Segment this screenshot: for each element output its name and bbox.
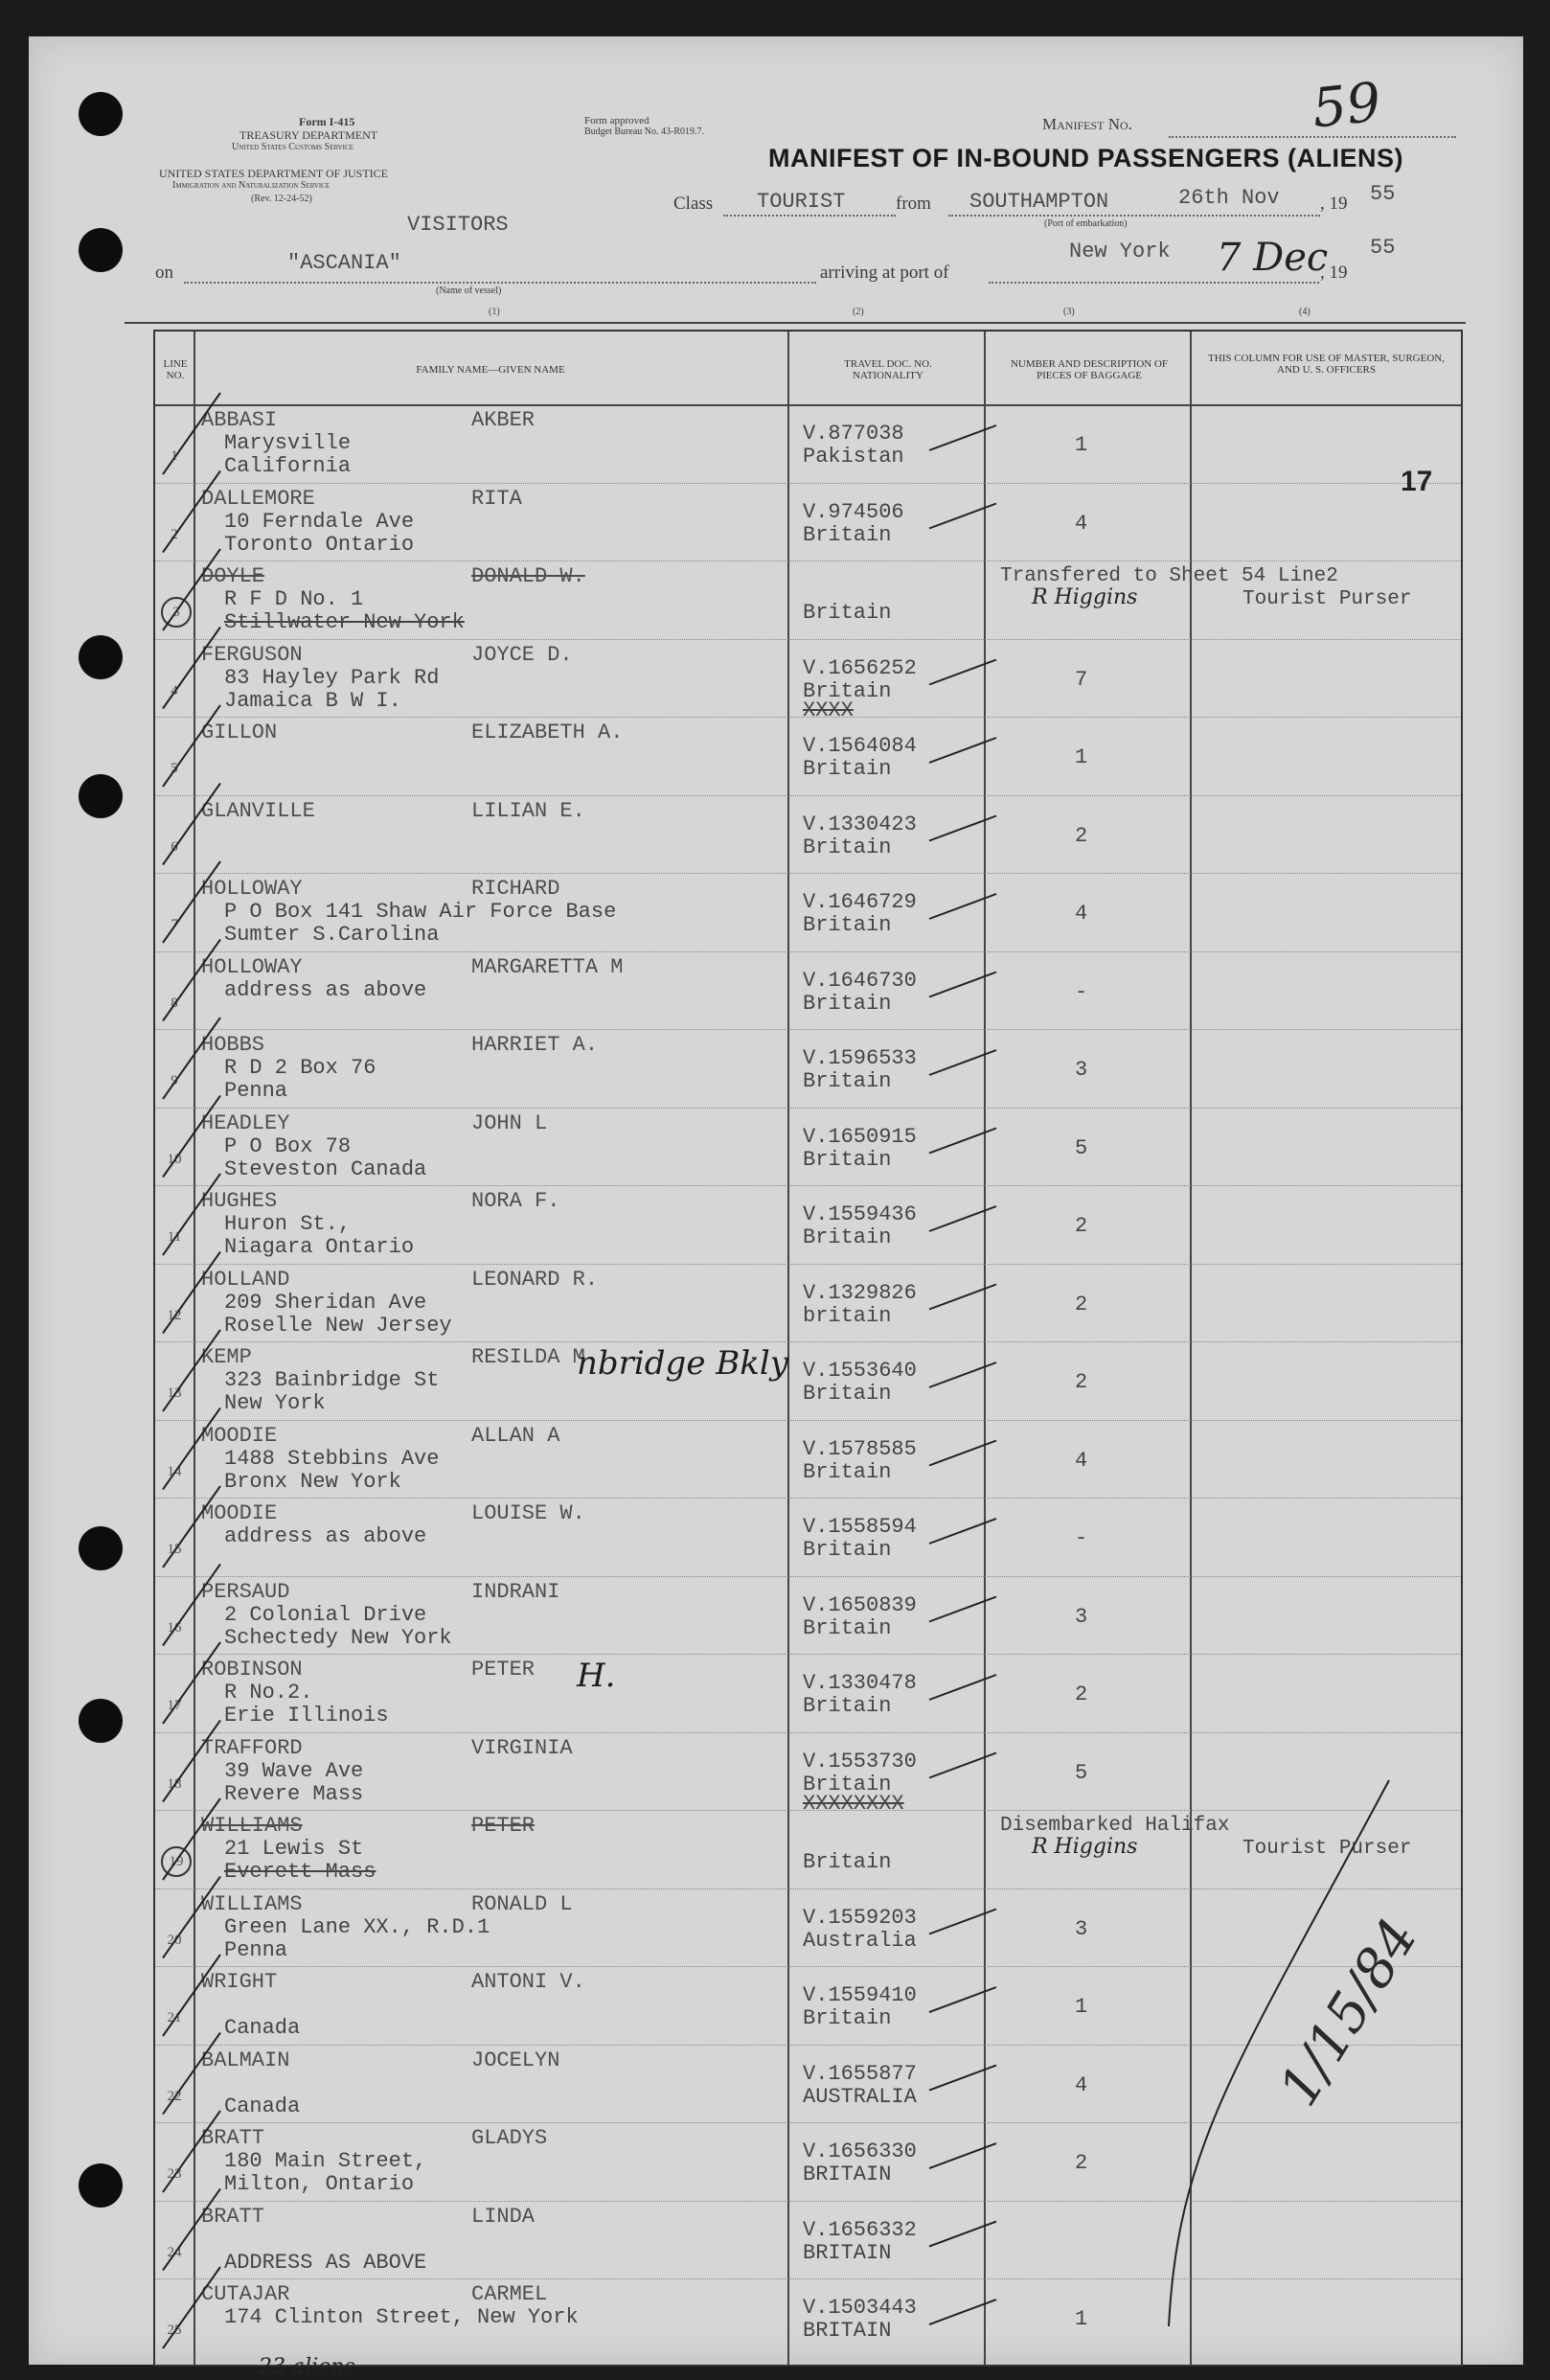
baggage-count: 1 — [1075, 2307, 1088, 2331]
doc-tick-mark — [929, 1129, 996, 1154]
travel-doc-number: V.1596533 — [803, 1046, 917, 1070]
officer-note: 17 — [1401, 466, 1433, 497]
tick-mark — [163, 940, 220, 1021]
given-name: DONALD W. — [471, 564, 585, 588]
family-name: WILLIAMS — [201, 1814, 303, 1838]
address-line: Penna — [224, 1079, 288, 1103]
treasury-label: TREASURY DEPARTMENT — [239, 128, 378, 142]
baggage-count: 7 — [1075, 667, 1088, 692]
form-number: Form I-415 — [299, 115, 355, 128]
doc-tick-mark — [929, 1206, 996, 1231]
travel-doc-number: V.877038 — [803, 422, 904, 446]
given-name: ALLAN A — [471, 1423, 560, 1448]
nationality: Australia — [803, 1928, 917, 1953]
baggage-count: 2 — [1075, 2151, 1088, 2175]
address-line: Everett Mass — [224, 1860, 376, 1884]
address-line: Bronx New York — [224, 1469, 401, 1494]
purser-signature: R Higgins — [1032, 585, 1138, 609]
tick-mark — [163, 2111, 220, 2192]
doc-tick-mark — [929, 1987, 996, 2012]
family-name: HOLLOWAY — [201, 877, 303, 901]
given-name: RESILDA M — [471, 1345, 585, 1369]
baggage-count: 2 — [1075, 823, 1088, 848]
purser-note: Transfered to Sheet 54 Line2 — [1000, 565, 1338, 587]
line-number: 18 — [167, 1775, 182, 1792]
family-name: BRATT — [201, 2126, 265, 2150]
nationality: Britain — [803, 1772, 892, 1796]
col-number: (4) — [1299, 307, 1311, 317]
baggage-count: 3 — [1075, 1604, 1088, 1629]
tick-mark — [163, 1486, 220, 1568]
doc-tick-mark — [929, 973, 996, 997]
nationality: Britain — [803, 1615, 892, 1640]
customs-label: United States Customs Service — [232, 142, 353, 152]
family-name: PERSAUD — [201, 1579, 290, 1604]
address-line: R D 2 Box 76 — [224, 1056, 376, 1080]
tick-mark — [163, 705, 220, 787]
nationality: BRITAIN — [803, 2240, 892, 2265]
given-name: JOCELYN — [471, 2048, 560, 2072]
address-line: P O Box 141 Shaw Air Force Base — [224, 900, 617, 924]
line-number: 8 — [171, 995, 178, 1011]
line-number: 1 — [171, 448, 178, 464]
address-line: ADDRESS AS ABOVE — [224, 2250, 427, 2275]
travel-doc-number: V.1330423 — [803, 812, 917, 836]
line-number: 11 — [167, 1229, 182, 1245]
arrival-date: 7 Dec — [1217, 236, 1329, 280]
justice-label: UNITED STATES DEPARTMENT OF JUSTICE — [159, 167, 389, 180]
nationality: Britain — [803, 1459, 892, 1484]
tick-mark — [163, 1565, 220, 1646]
address-line: Sumter S.Carolina — [224, 923, 440, 947]
given-name: LEONARD R. — [471, 1267, 599, 1292]
line-number: 25 — [167, 2323, 182, 2338]
revision-label: (Rev. 12-24-52) — [251, 194, 312, 204]
doc-tick-mark — [929, 1753, 996, 1778]
travel-doc-number: V.1559410 — [803, 1983, 917, 2007]
address-line: 323 Bainbridge St — [224, 1368, 440, 1392]
doc-tick-mark — [929, 425, 996, 450]
col-number: (3) — [1063, 307, 1075, 317]
given-name: HARRIET A. — [471, 1033, 599, 1057]
address-line: Toronto Ontario — [224, 532, 415, 557]
line-number: 13 — [167, 1385, 182, 1401]
given-name: PETER — [471, 1814, 536, 1838]
purser-note: Disembarked Halifax — [1000, 1815, 1230, 1837]
col-header-officers: THIS COLUMN FOR USE OF MASTER, SURGEON, AND U. S. OFFICERS — [1208, 353, 1445, 376]
travel-doc-number: V.1329826 — [803, 1280, 917, 1305]
tick-mark — [163, 2033, 220, 2115]
arriving-label: arriving at port of — [820, 263, 949, 283]
given-name: RONALD L — [471, 1891, 573, 1916]
baggage-count: 5 — [1075, 1760, 1088, 1785]
travel-doc-number: V.1656332 — [803, 2217, 917, 2242]
given-name: GLADYS — [471, 2126, 548, 2150]
baggage-count: 5 — [1075, 1135, 1088, 1160]
baggage-count: 2 — [1075, 1292, 1088, 1316]
form-approved: Form approved — [584, 115, 650, 126]
handwritten-correction: nbridge Bkly — [577, 1344, 788, 1383]
address-line: Stillwater New York — [224, 610, 465, 634]
tick-mark — [163, 1252, 220, 1334]
travel-doc-number: V.1646730 — [803, 968, 917, 993]
nationality: Britain — [803, 601, 892, 625]
tick-mark — [163, 549, 220, 630]
tick-mark — [163, 1096, 220, 1178]
travel-doc-number: V.1656330 — [803, 2140, 917, 2163]
tick-mark — [163, 628, 220, 709]
address-line: Revere Mass — [224, 1781, 364, 1806]
family-name: FERGUSON — [201, 642, 303, 667]
travel-doc-number: V.1650839 — [803, 1592, 917, 1617]
family-name: WRIGHT — [201, 1970, 278, 1994]
line-number: 16 — [167, 1619, 182, 1636]
travel-doc-number: V.1503443 — [803, 2296, 917, 2320]
baggage-count: 1 — [1075, 433, 1088, 457]
given-name: INDRANI — [471, 1579, 560, 1604]
col-number: (1) — [489, 307, 500, 317]
nationality: Britain — [803, 1694, 892, 1718]
travel-doc-number: V.1564084 — [803, 734, 917, 758]
signature-stroke — [1169, 1780, 1389, 2326]
doc-tick-mark — [929, 894, 996, 919]
address-line: 2 Colonial Drive — [224, 1602, 427, 1627]
family-name: HUGHES — [201, 1189, 278, 1213]
given-name: ANTONI V. — [471, 1970, 585, 1994]
nationality: Britain — [803, 1538, 892, 1562]
baggage-count: - — [1075, 1526, 1088, 1550]
col-header-baggage: NUMBER AND DESCRIPTION OF PIECES OF BAGGAGE — [1010, 358, 1169, 381]
baggage-count: 2 — [1075, 1214, 1088, 1238]
baggage-count: 4 — [1075, 511, 1088, 536]
address-line: R No.2. — [224, 1681, 313, 1705]
line-number: 14 — [167, 1463, 182, 1479]
travel-doc-number: V.1646729 — [803, 890, 917, 914]
class-value: TOURIST — [757, 190, 846, 214]
embark-year: 55 — [1370, 182, 1396, 206]
manifest-sheet — [29, 36, 1523, 2379]
family-name: ROBINSON — [201, 1658, 303, 1682]
travel-doc-number: V.1553730 — [803, 1749, 917, 1774]
line-number: 9 — [171, 1073, 178, 1088]
handwritten-correction: H. — [577, 1657, 616, 1695]
family-name: MOODIE — [201, 1423, 278, 1448]
family-name: BRATT — [201, 2204, 265, 2229]
tick-mark — [163, 2189, 220, 2271]
nationality: BRITAIN — [803, 2319, 892, 2343]
address-line: address as above — [224, 977, 427, 1002]
travel-doc-number: V.1650915 — [803, 1124, 917, 1149]
tick-mark — [163, 1798, 220, 1880]
tick-marks — [29, 36, 1523, 2365]
baggage-count: 3 — [1075, 1058, 1088, 1082]
line-number: 4 — [171, 682, 178, 698]
doc-tick-mark — [929, 816, 996, 841]
address-line: Huron St., — [224, 1212, 352, 1236]
tick-mark — [163, 1955, 220, 2036]
travel-doc-number: V.1559436 — [803, 1202, 917, 1226]
class-label: Class — [673, 194, 714, 214]
given-name: LOUISE W. — [471, 1501, 585, 1525]
family-name: BALMAIN — [201, 2048, 290, 2072]
tick-mark — [163, 1330, 220, 1411]
doc-tick-mark — [929, 1285, 996, 1310]
doc-tick-mark — [929, 1910, 996, 1934]
address-line: Canada — [224, 2016, 301, 2040]
line-number: 19 — [161, 1846, 192, 1877]
given-name: JOYCE D. — [471, 642, 573, 667]
travel-doc-number: V.1578585 — [803, 1436, 917, 1461]
doc-tick-mark — [929, 660, 996, 685]
given-name: LINDA — [471, 2204, 536, 2229]
budget-bureau: Budget Bureau No. 43-R019.7. — [584, 126, 704, 137]
purser-signature: R Higgins — [1032, 1835, 1138, 1859]
doc-tick-mark — [929, 504, 996, 529]
nationality: Britain — [803, 522, 892, 547]
family-name: HOLLOWAY — [201, 954, 303, 979]
nationality: Britain — [803, 1147, 892, 1172]
baggage-count: 3 — [1075, 1916, 1088, 1941]
address-line: Green Lane XX., R.D.1 — [224, 1914, 490, 1939]
address-line: Steveston Canada — [224, 1156, 427, 1181]
manifest-number: 59 — [1309, 71, 1384, 141]
nationality: Britain — [803, 2006, 892, 2030]
tick-mark — [163, 1721, 220, 1802]
tick-mark — [163, 861, 220, 943]
given-name: ELIZABETH A. — [471, 721, 624, 744]
family-name: CUTAJAR — [201, 2282, 290, 2306]
travel-doc-number: V.1559203 — [803, 1905, 917, 1930]
address-line: P O Box 78 — [224, 1133, 352, 1158]
doc-tick-mark — [929, 2222, 996, 2247]
family-name: TRAFFORD — [201, 1735, 303, 1760]
from-label: from — [896, 194, 931, 214]
col-header-travel-doc: TRAVEL DOC. NO. NATIONALITY — [844, 358, 932, 381]
address-line: Penna — [224, 1937, 288, 1962]
doc-tick-mark — [929, 738, 996, 763]
travel-doc-number: V.974506 — [803, 499, 904, 524]
footer-note: 23 aliens — [259, 2355, 355, 2379]
address-line: 180 Main Street, — [224, 2149, 427, 2173]
tick-mark — [163, 471, 220, 553]
vessel-caption: (Name of vessel) — [436, 286, 502, 296]
tick-mark — [163, 1642, 220, 1724]
address-line: address as above — [224, 1524, 427, 1548]
nationality: britain — [803, 1303, 892, 1328]
visitors-label: VISITORS — [407, 213, 509, 237]
given-name: MARGARETTA M — [471, 954, 624, 979]
tick-mark — [163, 1174, 220, 1255]
address-line: New York — [224, 1391, 326, 1415]
embark-date: 26th Nov — [1178, 186, 1280, 210]
doc-tick-mark — [929, 2066, 996, 2091]
col-header-name: FAMILY NAME—GIVEN NAME — [416, 364, 565, 376]
nationality: Britain — [803, 757, 892, 781]
nationality: Britain — [803, 1382, 892, 1406]
family-name: MOODIE — [201, 1501, 278, 1525]
tick-mark — [163, 2267, 220, 2348]
page-title: MANIFEST OF IN-BOUND PASSENGERS (ALIENS) — [768, 144, 1404, 172]
address-line: 209 Sheridan Ave — [224, 1290, 427, 1315]
doc-tick-mark — [929, 1519, 996, 1544]
tick-mark — [163, 784, 220, 865]
nationality: Britain — [803, 913, 892, 937]
nationality: Britain — [803, 1850, 892, 1874]
address-line: Marysville — [224, 431, 352, 455]
given-name: CARMEL — [471, 2282, 548, 2306]
family-name: HOBBS — [201, 1033, 265, 1057]
travel-doc-number: V.1330478 — [803, 1671, 917, 1695]
given-name: LILIAN E. — [471, 798, 585, 823]
given-name: VIRGINIA — [471, 1735, 573, 1760]
nationality: Britain — [803, 991, 892, 1016]
travel-doc-number: V.1655877 — [803, 2061, 917, 2086]
col-number: (2) — [853, 307, 864, 317]
embark-year-prefix: , 19 — [1320, 194, 1348, 214]
given-name: PETER — [471, 1658, 536, 1682]
address-line: 39 Wave Ave — [224, 1758, 364, 1783]
travel-doc-number: V.1656252 — [803, 655, 917, 680]
address-line: 10 Ferndale Ave — [224, 509, 415, 534]
address-line: Milton, Ontario — [224, 2172, 415, 2196]
address-line: Jamaica B W I. — [224, 688, 401, 713]
family-name: WILLIAMS — [201, 1891, 303, 1916]
doc-tick-mark — [929, 1441, 996, 1466]
baggage-count: 4 — [1075, 2072, 1088, 2097]
address-line: Roselle New Jersey — [224, 1313, 452, 1338]
nationality: BRITAIN — [803, 2163, 892, 2186]
family-name: ABBASI — [201, 408, 278, 432]
address-line: Canada — [224, 2094, 301, 2118]
nationality: Pakistan — [803, 445, 904, 469]
baggage-count: 1 — [1075, 1995, 1088, 2019]
travel-doc-number: V.1558594 — [803, 1515, 917, 1539]
line-number: 10 — [167, 1151, 182, 1167]
line-number: 5 — [171, 761, 178, 776]
family-name: HOLLAND — [201, 1267, 290, 1292]
tick-mark — [163, 393, 220, 474]
line-number: 20 — [167, 1932, 182, 1948]
address-line: R F D No. 1 — [224, 587, 364, 611]
tick-mark — [163, 1018, 220, 1099]
address-line: 21 Lewis St — [224, 1837, 364, 1861]
line-number: 12 — [167, 1307, 182, 1323]
address-line: Niagara Ontario — [224, 1235, 415, 1259]
line-number: 17 — [167, 1698, 182, 1713]
immigration-label: Immigration and Naturalization Service — [172, 180, 331, 191]
given-name: RITA — [471, 486, 522, 511]
port-embarkation: SOUTHAMPTON — [969, 190, 1109, 214]
nationality: AUSTRALIA — [803, 2084, 917, 2109]
nationality: Britain — [803, 1225, 892, 1249]
address-line: California — [224, 454, 352, 478]
col-header-line-no: LINE NO. — [163, 358, 188, 381]
tick-mark — [163, 1408, 220, 1490]
nationality: Britain — [803, 1069, 892, 1093]
line-number: 24 — [167, 2244, 182, 2260]
arrival-port: New York — [1069, 240, 1171, 263]
line-number: 15 — [167, 1542, 182, 1557]
address-line: Schectedy New York — [224, 1625, 452, 1650]
baggage-count: 2 — [1075, 1370, 1088, 1394]
baggage-count: 4 — [1075, 902, 1088, 926]
line-number: 7 — [171, 917, 178, 932]
purser-title: Tourist Purser — [1242, 1838, 1412, 1860]
family-name: GILLON — [201, 721, 278, 744]
baggage-count: 1 — [1075, 745, 1088, 769]
address-line: 1488 Stebbins Ave — [224, 1446, 440, 1471]
doc-tick-mark — [929, 2143, 996, 2168]
line-number: 6 — [171, 838, 178, 855]
line-number: 21 — [167, 2010, 182, 2025]
baggage-count: 2 — [1075, 1682, 1088, 1706]
port-embark-caption: (Port of embarkation) — [1044, 218, 1128, 229]
doc-tick-mark — [929, 2300, 996, 2324]
margin-signature: 1/15/84 — [1267, 1908, 1430, 2117]
nationality-struck: XXXX — [803, 698, 854, 722]
family-name: DOYLE — [201, 564, 265, 588]
tick-mark — [163, 1877, 220, 1958]
doc-tick-mark — [929, 1050, 996, 1075]
vessel-name: "ASCANIA" — [287, 251, 401, 275]
baggage-count: - — [1075, 979, 1088, 1004]
line-number: 22 — [167, 2088, 182, 2104]
doc-tick-mark — [929, 1362, 996, 1387]
manifest-no-label: Manifest No. — [1042, 115, 1132, 133]
line-number: 2 — [171, 526, 178, 542]
given-name: NORA F. — [471, 1189, 560, 1213]
on-label: on — [155, 263, 173, 283]
doc-tick-mark — [929, 1675, 996, 1700]
line-number: 3 — [161, 597, 192, 628]
address-line: 174 Clinton Street, New York — [224, 2305, 579, 2329]
family-name: GLANVILLE — [201, 798, 315, 823]
purser-title: Tourist Purser — [1242, 588, 1412, 610]
nationality: Britain — [803, 835, 892, 859]
arrival-year-prefix: , 19 — [1320, 263, 1348, 283]
line-number: 23 — [167, 2166, 182, 2182]
given-name: AKBER — [471, 408, 536, 432]
travel-doc-number: V.1553640 — [803, 1359, 917, 1383]
arrival-year: 55 — [1370, 236, 1396, 260]
nationality: Britain — [803, 678, 892, 703]
nationality-struck: XXXXXXXX — [803, 1791, 904, 1816]
given-name: JOHN L — [471, 1110, 548, 1135]
baggage-count: 4 — [1075, 1448, 1088, 1473]
family-name: KEMP — [201, 1345, 252, 1369]
given-name: RICHARD — [471, 877, 560, 901]
address-line: Erie Illinois — [224, 1704, 389, 1728]
family-name: DALLEMORE — [201, 486, 315, 511]
family-name: HEADLEY — [201, 1110, 290, 1135]
address-line: 83 Hayley Park Rd — [224, 665, 440, 690]
doc-tick-mark — [929, 1597, 996, 1622]
